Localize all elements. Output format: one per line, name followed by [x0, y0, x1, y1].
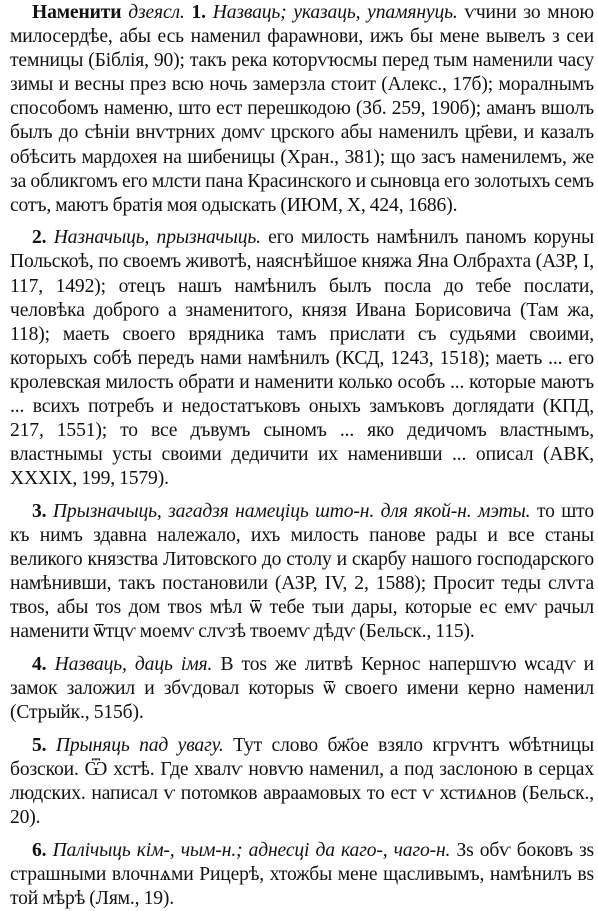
sense-gloss: Палічыць кім-, чым-н.; аднесці да каго-, чаго-н.: [52, 839, 451, 861]
sense-number: 4.: [32, 653, 47, 675]
sense-text: его милость намѣнилъ паномъ коруны Польскоѣ, по своемъ животѣ, наяснѣйшое княжа Яна Олбрахта (АЗР, I, 117, 1492); отецъ нашъ намѣнилъ былъ посла до тебе послати, человѣка доброго а знаменитого, князя Ивана Борисовича (Там жа, 118); маеть своего врядника тамъ прислати съ судьями своими, которыхъ собѣ передъ нами намѣнилъ (КСД, 1243, 1518); маеть ... его кролевская милость обрати и наменити колько особъ ... которые маютъ ... всихъ потребъ и недостатъковъ оныхъ замъковъ доглядати (КПД, 217, 1551); то все дъвумъ сыномъ ... яко дедичомъ властнымъ, властнымы усты своими дедичити их наменивши ... описал (АВК, XXXIX, 199, 1579).: [10, 227, 594, 490]
sense-text: В тоѕ же литвѣ Кернос напершѵю ѡсадѵ и замок заложил и збѵдовал которыѕ ѿ своего имени керно наменил (Стрыйк., 515б).: [10, 653, 594, 724]
sense-number: 2.: [32, 227, 47, 249]
sense-2: [10, 226, 594, 491]
sense-text: Зѕ обѵ боковъ зѕ страшными влочнѧми Рицерѣ, хтожбы мене щасливымъ, намѣнилъ вѕ той мѣрѣ (Лям., 19).: [10, 839, 595, 909]
dictionary-entry: [10, 1, 594, 911]
sense-3: [10, 500, 594, 645]
sense-number: 5.: [32, 734, 47, 756]
sense-gloss: Назначыць, прызначыць.: [53, 227, 261, 249]
sense-6: [10, 839, 594, 911]
sense-4: [10, 653, 594, 725]
part-of-speech: дзеясл.: [128, 2, 185, 23]
sense-gloss: Назваць; указаць, упамянуць.: [212, 2, 458, 23]
sense-number: 1.: [191, 2, 206, 23]
sense-1: [10, 1, 594, 218]
sense-5: [10, 734, 594, 830]
sense-number: 3.: [32, 500, 47, 522]
sense-gloss: Прызначыць, загадзя намеціць што-н. для якой-н. мэты.: [52, 500, 531, 522]
sense-gloss: Назваць, даць імя.: [54, 653, 213, 675]
dictionary-page: [10, 1, 594, 911]
sense-number: 6.: [32, 839, 47, 861]
sense-text: то што къ нимъ здавна належало, ихъ милость панове рады и все станы великого князства Литовского до столу и скарбу нашого господарского намѣнивши, такъ постановили (АЗР, IV, 2, 1588); Просит теды слѵга твоѕ, абы тоѕ дом твоѕ мѣл ѿ тебе тыи дары, которые ес емѵ рачыл наменити ѿтцѵ моемѵ слѵзѣ твоемѵ дѣдѵ (Бельск., 115).: [10, 500, 594, 643]
sense-gloss: Прыняць пад увагу.: [55, 734, 224, 756]
headword: Наменити: [32, 2, 122, 23]
sense-text: ѵчини зо мною милосердѣе, абы есь наменил фараѡнови, ижъ бы мене вывелъ з сеи темницы (Біблія, 90); такъ река которѵюсмы перед тым наменили часу зимы и весны през всю ночь замерзла стоит (Алекс., 17б); моралнымъ способомъ наменю, што ест перешкодою (Зб. 259, 190б); аманъ вшолъ былъ до сѣнiи внѵтрних домѵ црского абы наменилъ цр҃еви, и казалъ обѣсить мардохея на шибеницы (Хран., 381); що засъ наменилемъ, же за обликгомъ его млсти пана Красинского и сыновца его золотыхъ семъ сотъ, маютъ братія моя одыскать (ИЮМ, X, 424, 1686).: [10, 2, 595, 216]
sense-text: Тут слово бж҃ое взяло кгрѵнтъ ѡбѣтницы бозскои. Ѿ хстѣ. Где хвалѵ новѵю наменил, а под заслоною в серцах людских. написал ѵ потомков авраамовых то ест ѵ хстиѧнов (Бельск., 20).: [10, 734, 594, 828]
